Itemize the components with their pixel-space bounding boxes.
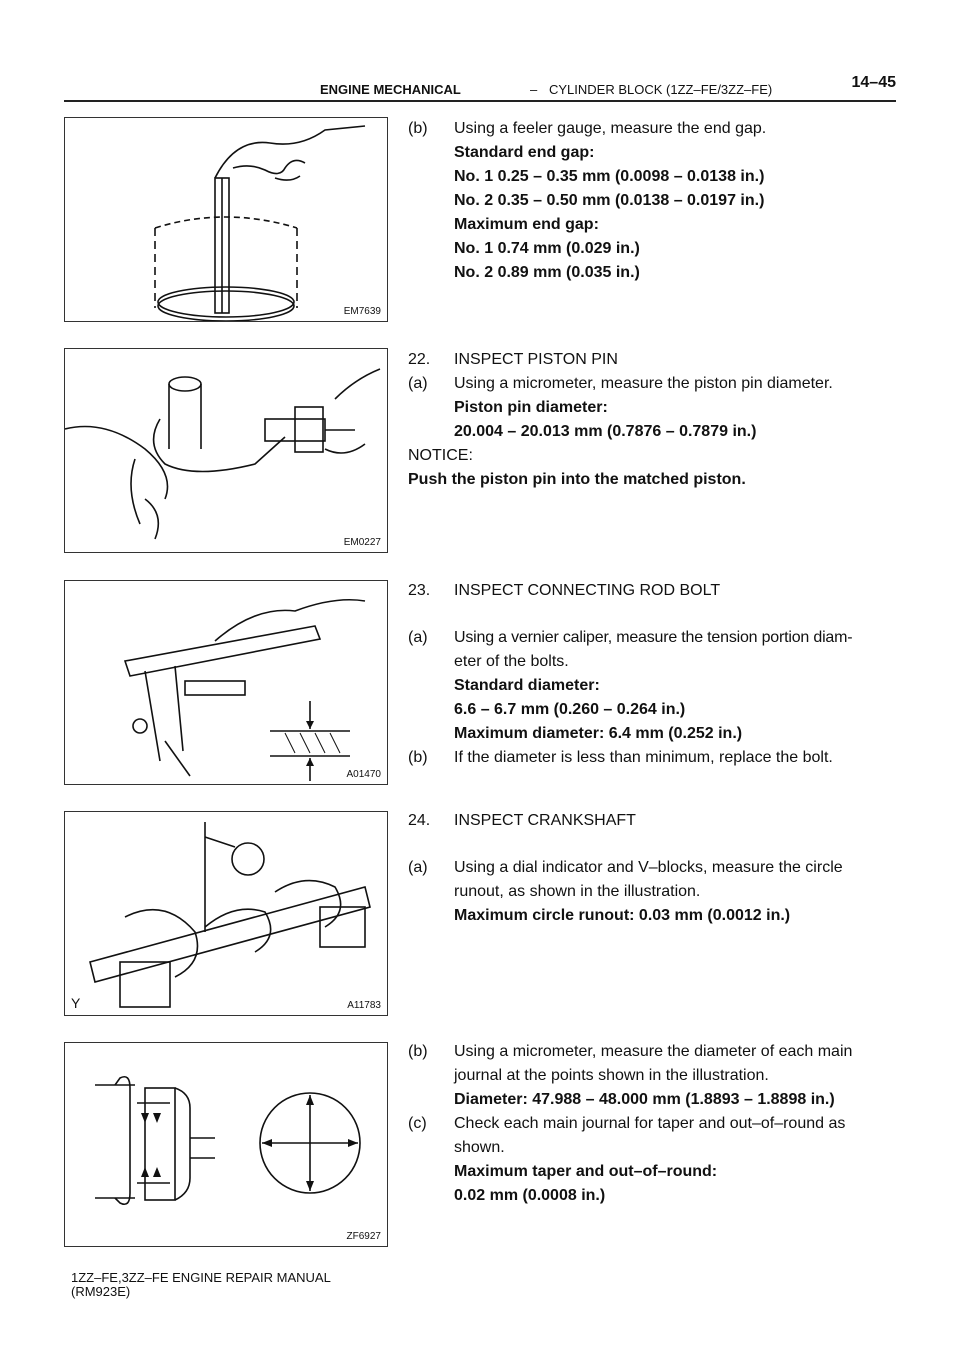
block4-max-value: Maximum circle runout: 0.03 mm (0.0012 in.) — [454, 907, 791, 924]
block3-b-label: (b) — [408, 749, 428, 766]
page-number: 14–45 — [851, 74, 896, 91]
block1-std-no2: No. 2 0.35 – 0.50 mm (0.0138 – 0.0197 in.) — [454, 192, 765, 209]
block3-std-title: Standard diameter: — [454, 677, 600, 694]
block4-a-label: (a) — [408, 859, 428, 876]
block5-b-label: (b) — [408, 1043, 428, 1060]
figure-code: A11783 — [347, 1000, 381, 1011]
block1-b-label: (b) — [408, 120, 428, 137]
figure-piston-pin — [64, 348, 388, 553]
block2-notice-text: Push the piston pin into the matched piston. — [408, 471, 746, 488]
block1-std-no1: No. 1 0.25 – 0.35 mm (0.0098 – 0.0138 in.) — [454, 168, 765, 185]
block5-b-spec: Diameter: 47.988 – 48.000 mm (1.8893 – 1.8898 in.) — [454, 1091, 835, 1108]
figure-code: EM0227 — [343, 537, 381, 548]
block5-c-text2: shown. — [454, 1139, 505, 1156]
crankshaft-runout-illustration — [65, 812, 387, 1015]
block5-max-value: 0.02 mm (0.0008 in.) — [454, 1187, 606, 1204]
block5-c-text1: Check each main journal for taper and out–of–round as — [454, 1115, 846, 1132]
block3-b-text: If the diameter is less than minimum, replace the bolt. — [454, 749, 833, 766]
page-header — [64, 74, 896, 102]
block3-num: 23. — [408, 582, 431, 599]
block5-b-text2: journal at the points shown in the illustration. — [454, 1067, 769, 1084]
main-journal-illustration — [65, 1043, 387, 1246]
piston-pin-illustration — [65, 349, 387, 552]
block1-max-title: Maximum end gap: — [454, 216, 599, 233]
figure-code: ZF6927 — [346, 1231, 381, 1242]
block3-a-text1: Using a vernier caliper, measure the tension portion diam- — [454, 629, 853, 646]
block1-b-text: Using a feeler gauge, measure the end gap. — [454, 120, 767, 137]
block5-c-label: (c) — [408, 1115, 427, 1132]
header-separator: – — [530, 82, 538, 97]
block3-a-label: (a) — [408, 629, 428, 646]
rod-bolt-illustration — [65, 581, 387, 784]
block4-num: 24. — [408, 812, 431, 829]
block2-a-text: Using a micrometer, measure the piston pin diameter. — [454, 375, 833, 392]
block2-title: INSPECT PISTON PIN — [454, 351, 618, 368]
figure-code: A01470 — [346, 769, 381, 780]
block2-spec-title: Piston pin diameter: — [454, 399, 608, 416]
block5-max-title: Maximum taper and out–of–round: — [454, 1163, 718, 1180]
block4-a-text1: Using a dial indicator and V–blocks, measure the circle — [454, 859, 843, 876]
figure-ring-end-gap — [64, 117, 388, 322]
block3-max-value: Maximum diameter: 6.4 mm (0.252 in.) — [454, 725, 743, 742]
block4-title: INSPECT CRANKSHAFT — [454, 812, 636, 829]
block4-a-text2: runout, as shown in the illustration. — [454, 883, 701, 900]
block1-max-no2: No. 2 0.89 mm (0.035 in.) — [454, 264, 640, 281]
block1-std-title: Standard end gap: — [454, 144, 595, 161]
block5-b-text1: Using a micrometer, measure the diameter of each main — [454, 1043, 853, 1060]
ring-end-gap-illustration — [65, 118, 387, 321]
block3-title: INSPECT CONNECTING ROD BOLT — [454, 582, 721, 599]
block2-num: 22. — [408, 351, 431, 368]
footer-manual-title: 1ZZ–FE,3ZZ–FE ENGINE REPAIR MANUAL — [71, 1270, 331, 1285]
figure-crankshaft-runout — [64, 811, 388, 1016]
figure-y-label: Y — [71, 995, 81, 1011]
block3-a-text2: eter of the bolts. — [454, 653, 569, 670]
figure-rod-bolt — [64, 580, 388, 785]
block1-max-no1: No. 1 0.74 mm (0.029 in.) — [454, 240, 640, 257]
block3-std-value: 6.6 – 6.7 mm (0.260 – 0.264 in.) — [454, 701, 686, 718]
block2-spec-value: 20.004 – 20.013 mm (0.7876 – 0.7879 in.) — [454, 423, 757, 440]
header-subsection: CYLINDER BLOCK (1ZZ–FE/3ZZ–FE) — [549, 82, 773, 97]
header-section: ENGINE MECHANICAL — [320, 82, 461, 97]
footer-manual-code: (RM923E) — [71, 1284, 131, 1299]
block2-a-label: (a) — [408, 375, 428, 392]
block2-notice-title: NOTICE: — [408, 447, 473, 464]
figure-code: EM7639 — [343, 306, 381, 317]
figure-main-journal — [64, 1042, 388, 1247]
